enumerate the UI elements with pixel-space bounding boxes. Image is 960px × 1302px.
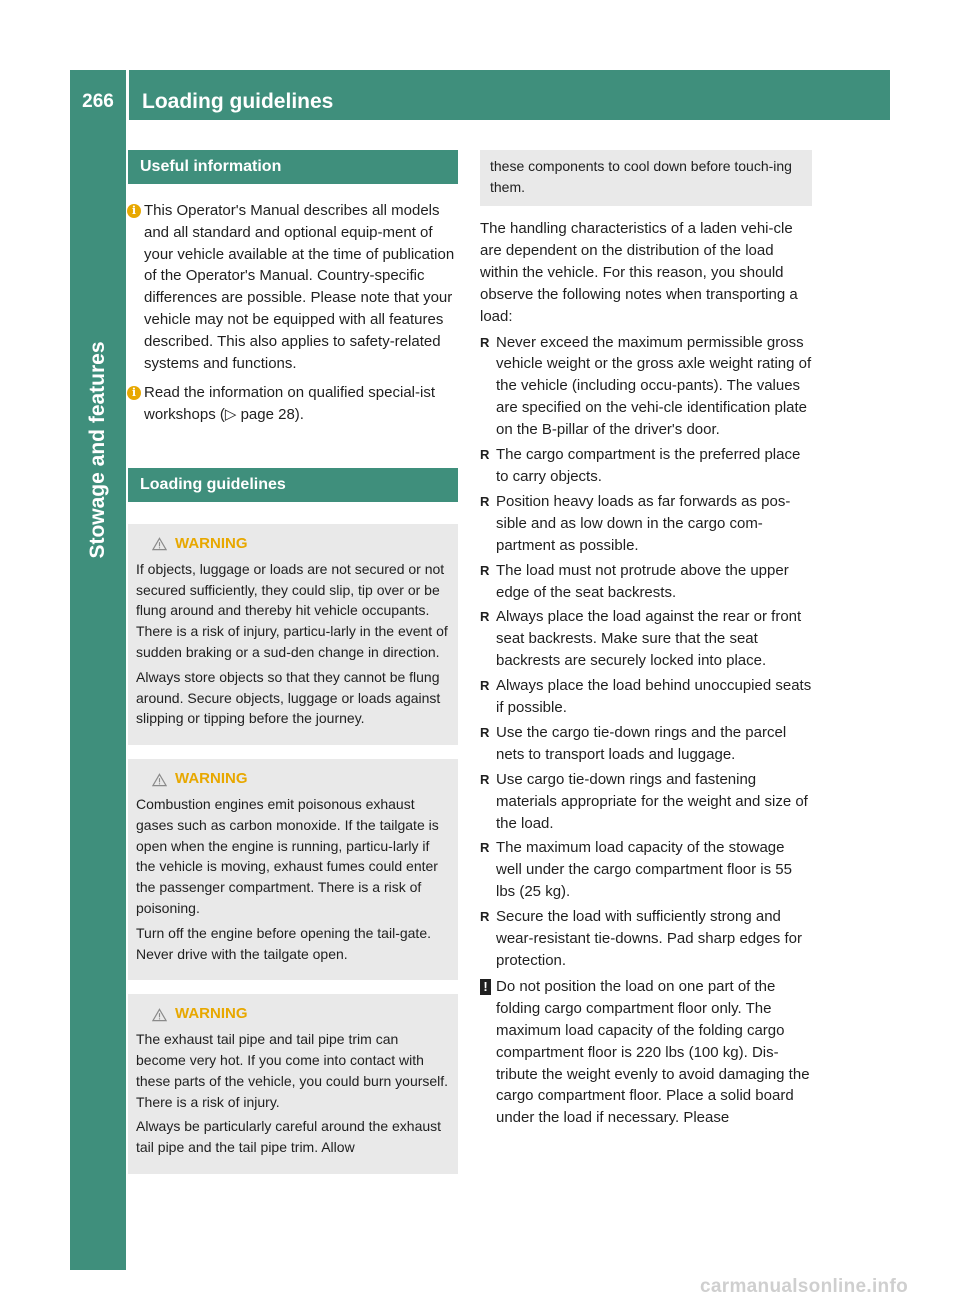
bullet-r-icon: R: [480, 562, 490, 578]
warning-triangle-icon: [152, 1008, 167, 1022]
info-icon: i: [127, 386, 141, 400]
info-note-text: This Operator's Manual describes all models and all standard and optional equip-ment of your vehicle available at the time of publication of the Operator's Manual. Country-specific differences are possible. Please note that your vehicle may not be equipped with all features described. This also applies to safety-related systems and functions.: [144, 202, 455, 372]
list-item: R Use cargo tie-down rings and fastening materials appropriate for the weight and size of the load.: [480, 770, 808, 832]
side-tab-label: Stowage and features: [86, 341, 109, 559]
loading-guidelines-heading: Loading guidelines: [128, 468, 458, 502]
bullet-r-icon: R: [480, 493, 490, 509]
bullet-r-icon: R: [480, 334, 490, 350]
info-note: [128, 200, 458, 374]
intro-paragraph: The handling characteristics of a laden vehi-cle are dependent on the distribution of the load within the vehicle. For this reason, you should observe the following notes when transporting a load:: [480, 220, 798, 325]
bullet-r-icon: R: [480, 609, 490, 625]
warning-box: [128, 994, 458, 1174]
info-note-text: Read the information on qualified special-ist workshops (▷ page 28).: [144, 384, 435, 424]
list-item: R Never exceed the maximum permissible gross vehicle weight or the gross axle weight rating of the vehicle (including occu-pants). The values are specified on the vehi-cle identification plate on the B-pillar of the driver's door.: [480, 333, 812, 439]
info-note: [128, 382, 458, 426]
page-number: 266: [82, 91, 114, 112]
list-item: R Position heavy loads as far forwards as pos-sible and as low down in the cargo com-partment as possible.: [480, 492, 791, 554]
list-item: R Always place the load against the rear or front seat backrests. Make sure that the seat backrests are securely locked into place.: [480, 608, 802, 670]
notice-paragraph: [480, 976, 812, 1129]
warning-label: WARNING: [175, 1005, 248, 1023]
list-item: R The cargo compartment is the preferred place to carry objects.: [480, 446, 801, 485]
warning-label: WARNING: [175, 770, 248, 788]
warning-box: [128, 524, 458, 745]
bullet-r-icon: R: [480, 909, 490, 925]
warning-text: Turn off the engine before opening the tail-gate. Never drive with the tailgate open.: [136, 924, 431, 962]
warning-triangle-icon: [152, 537, 167, 551]
warning-header: [136, 769, 450, 790]
warning-continuation: [480, 150, 812, 206]
warning-text: The exhaust tail pipe and tail pipe trim can become very hot. If you come into contact with these parts of the vehicle, you could burn yourself. There is a risk of injury.: [136, 1031, 449, 1110]
left-column: [128, 150, 458, 1174]
info-icon: i: [127, 204, 141, 218]
useful-information-heading: Useful information: [128, 150, 458, 184]
bullet-r-icon: R: [480, 840, 490, 856]
warning-text: Combustion engines emit poisonous exhaust gases such as carbon monoxide. If the tailgate is open when the engine is running, particu-larly if the vehicle is moving, exhaust fumes could enter the passenger compartment. There is a risk of poisoning.: [136, 795, 439, 916]
warning-header: [136, 1004, 450, 1025]
warning-text: Always store objects so that they cannot be flung around. Secure objects, luggage or loads against slipping or tipping before the journey.: [136, 668, 441, 727]
warning-box: [128, 759, 458, 980]
bullet-r-icon: R: [480, 771, 490, 787]
header-divider: [126, 70, 129, 120]
warning-triangle-icon: [152, 773, 167, 787]
watermark: carmanualsonline.info: [700, 1276, 908, 1297]
bullet-r-icon: R: [480, 678, 490, 694]
list-item: R Use the cargo tie-down rings and the parcel nets to transport loads and luggage.: [480, 723, 787, 763]
list-item: R Always place the load behind unoccupied seats if possible.: [480, 677, 812, 717]
side-tab: [70, 120, 126, 1270]
exclamation-notice-icon: !: [480, 979, 491, 995]
bullet-r-icon: R: [480, 447, 490, 463]
bullet-r-icon: R: [480, 724, 490, 740]
list-item: R The maximum load capacity of the stowage well under the cargo compartment floor is 55 lbs (25 kg).: [480, 839, 792, 901]
warning-text: Always be particularly careful around the exhaust tail pipe and the tail pipe trim. Allow: [136, 1118, 442, 1156]
right-column: [480, 150, 812, 1129]
notice-text: Do not position the load on one part of the folding cargo compartment floor only. The maximum load capacity of the folding cargo compartment floor is 220 lbs (100 kg). Dis-tribute the weight evenly to avoid damaging the cargo compartment floor. Place a solid board under the load if necessary. Please: [496, 977, 810, 1127]
page-title: Loading guidelines: [142, 90, 334, 113]
warning-text: If objects, luggage or loads are not secured or not secured sufficiently, they could slip, tip over or be flung around and thereby hit vehicle occupants. There is a risk of injury, particu-larly in the event of sudden braking or a sud-den change in direction.: [136, 560, 448, 660]
list-item: R The load must not protrude above the upper edge of the seat backrests.: [480, 561, 789, 601]
warning-continuation-text: these components to cool down before touch-ing them.: [490, 158, 792, 195]
list-item: R Secure the load with sufficiently strong and wear-resistant tie-downs. Pad sharp edges for protection.: [480, 908, 802, 969]
loading-rules-list: [480, 332, 812, 972]
warning-header: [136, 534, 450, 555]
warning-label: WARNING: [175, 534, 248, 552]
